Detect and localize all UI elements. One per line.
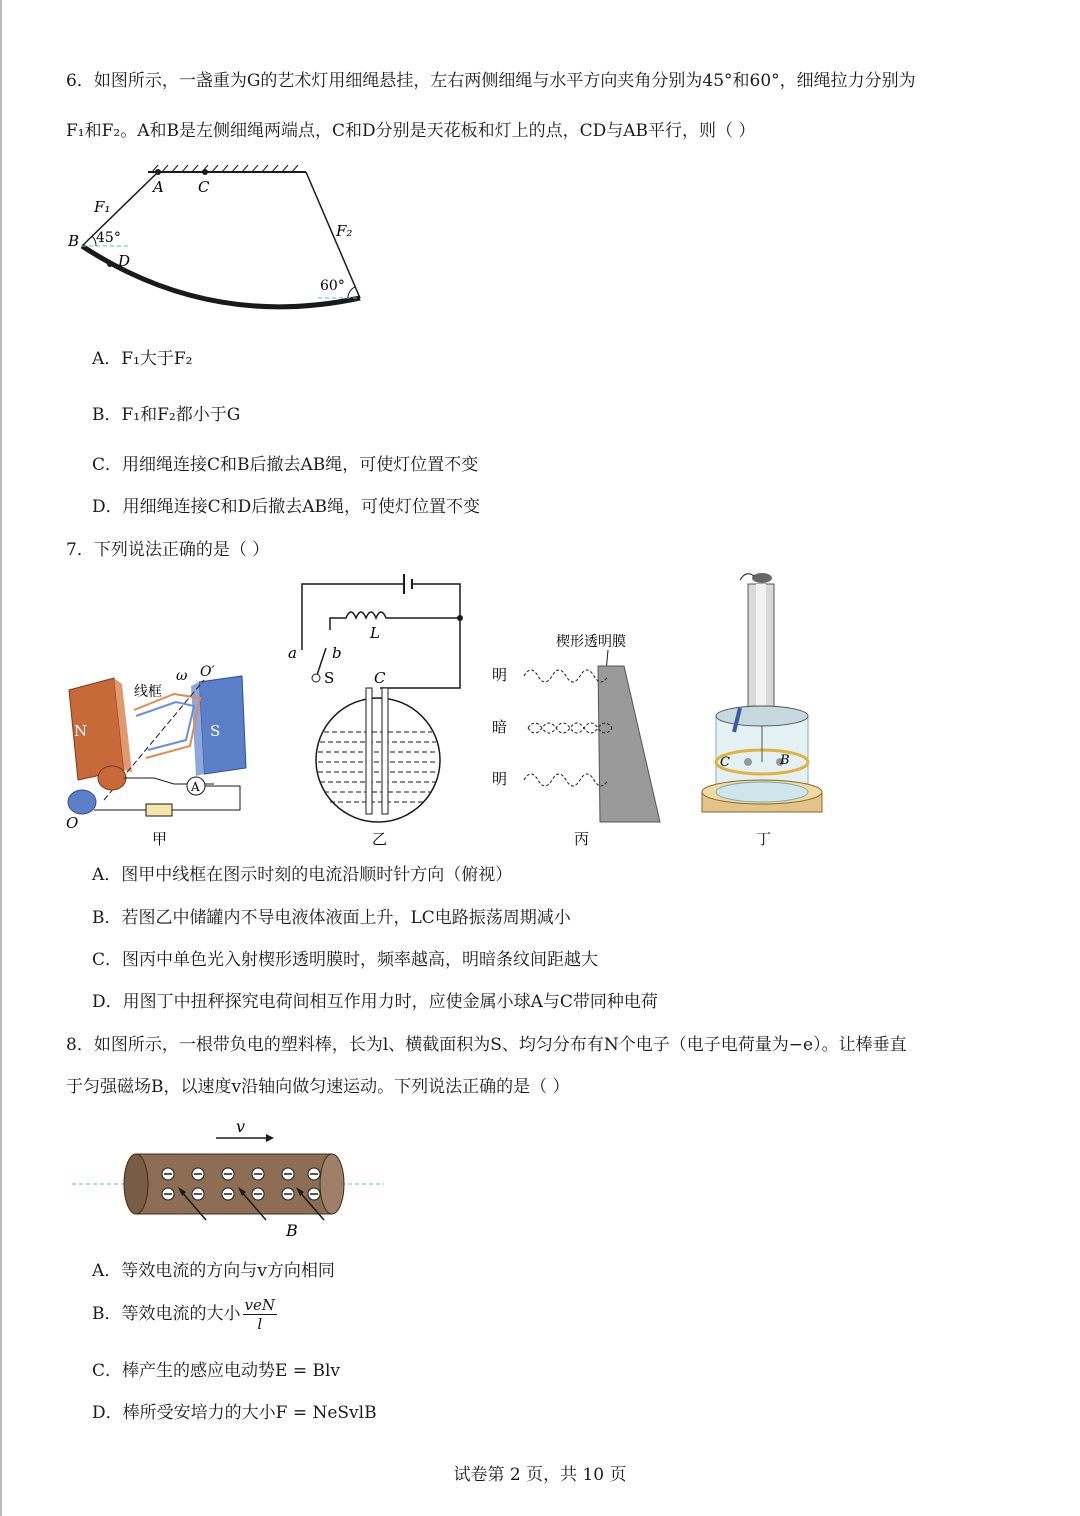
label-C: C (198, 178, 210, 196)
q7-figure-bing (488, 624, 668, 850)
q8-option-a: A．等效电流的方向与v方向相同 (92, 1261, 335, 1281)
O-label: O (66, 814, 79, 832)
q8-stem-line1: 8．如图所示，一根带负电的塑料棒，长为l、横截面积为S、均匀分布有N个电子（电子电荷量为−e）。让棒垂直 (66, 1035, 907, 1055)
q6-stem-line2: F₁和F₂。A和B是左侧细绳两端点，C和D分别是天花板和灯上的点，CD与AB平行，则（ ） (66, 121, 756, 141)
q6-option-b: B．F₁和F₂都小于G (92, 405, 241, 425)
yi-L-label: L (370, 624, 380, 642)
bing-caption: 丙 (574, 830, 590, 848)
label-60: 60° (320, 278, 345, 294)
yi-S-label: S (324, 669, 335, 687)
q7-figure-yi (284, 570, 474, 850)
q7-option-a: A．图甲中线框在图示时刻的电流沿顺时针方向（俯视） (92, 865, 513, 885)
label-v: v (236, 1117, 246, 1136)
q8-stem-line2: 于匀强磁场B，以速度v沿轴向做匀速运动。下列说法正确的是（ ） (66, 1077, 570, 1097)
yi-b-label: b (332, 644, 342, 662)
q7-option-b: B．若图乙中储罐内不导电液体液面上升，LC电路振荡周期减小 (92, 908, 571, 928)
point-A (155, 169, 161, 175)
fraction (243, 1296, 277, 1333)
label-D: D (118, 252, 131, 270)
fraction-numerator: veN (244, 1296, 275, 1314)
fraction-denominator: l (257, 1315, 263, 1333)
yi-a-label: a (288, 644, 297, 662)
ding-caption: 丁 (756, 830, 772, 848)
q8-figure (66, 1112, 396, 1242)
q6-figure (60, 160, 380, 320)
magnet-S-label: S (210, 722, 221, 740)
q6-option-d: D．用细绳连接C和D后撤去AB绳，可使灯位置不变 (92, 497, 481, 517)
q6-stem-line1: 6．如图所示，一盏重为G的艺术灯用细绳悬挂，左右两侧细绳与水平方向夹角分别为45°和60°，细绳拉力分别为 (66, 71, 916, 91)
magnet-N-label: N (74, 722, 88, 740)
q8-option-d: D．棒所受安培力的大小F = NeSvlB (92, 1403, 377, 1423)
point-C (202, 169, 208, 175)
q7-figure-jia (64, 650, 254, 850)
ammeter-label: A (191, 780, 200, 794)
q8-option-b (92, 1296, 277, 1333)
q8-option-c: C．棒产生的感应电动势E = Blv (92, 1361, 341, 1381)
q7-stem: 7．下列说法正确的是（ ） (66, 540, 270, 560)
dark-label: 暗 (492, 718, 508, 736)
q6-option-a: A．F₁大于F₂ (92, 349, 193, 369)
q7-option-d: D．用图丁中扭秤探究电荷间相互作用力时，应使金属小球A与C带同种电荷 (92, 992, 658, 1012)
O-prime-label: O′ (200, 664, 215, 680)
ding-C-label: C (720, 755, 730, 770)
yi-C-label: C (374, 669, 386, 687)
omega-label: ω (176, 668, 188, 684)
jia-caption: 甲 (152, 830, 168, 848)
label-F1: F₁ (94, 198, 111, 216)
q7-figure-ding (690, 566, 840, 852)
q8-option-b-text: B．等效电流的大小 (92, 1304, 241, 1324)
page-footer: 试卷第 2 页，共 10 页 (453, 1465, 627, 1485)
page-left-border (0, 0, 2, 1516)
frame-label: 线框 (134, 684, 162, 700)
bright2-label: 明 (492, 770, 508, 788)
label-B: B (68, 232, 80, 250)
label-B: B (286, 1221, 298, 1240)
label-F2: F₂ (336, 222, 353, 240)
film-label: 楔形透明膜 (556, 634, 626, 650)
label-A: A (153, 178, 164, 196)
ding-B-label: B (780, 753, 790, 768)
q6-option-c: C．用细绳连接C和B后撤去AB绳，可使灯位置不变 (92, 455, 479, 475)
q7-option-c: C．图丙中单色光入射楔形透明膜时，频率越高，明暗条纹间距越大 (92, 950, 599, 970)
point-D (107, 261, 113, 267)
label-45: 45° (96, 230, 121, 246)
bright1-label: 明 (492, 666, 508, 684)
yi-caption: 乙 (372, 830, 388, 848)
